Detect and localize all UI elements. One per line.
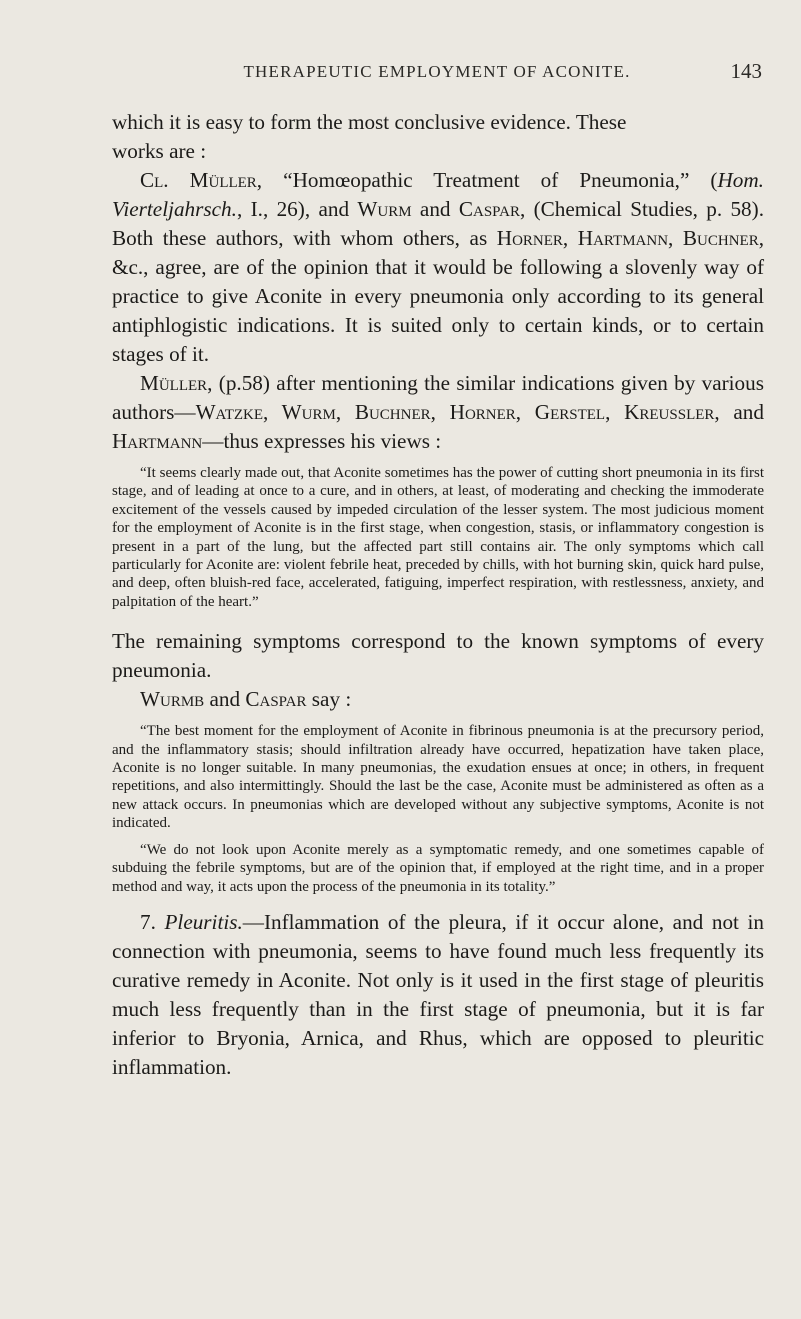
paragraph-muller-views: Müller, (p.58) after mentioning the similar indications given by various authors—Watzke, Wurm, Buchner, Horner, Gerstel, Kreussler, and Hartmann—thus expresses his views : — [112, 371, 764, 453]
paragraph-intro — [112, 108, 764, 166]
paragraph-references: Cl. Müller, “Homœopathic Treatment of Pneumonia,” (Hom. Vierteljahrsch., I., 26), and Wurm and Caspar, (Chemical Studies, p. 58). Both these authors, with whom others, as Horner, Hartmann, Buchner, &c., agree, are of the opinion that it would be following a slovenly way of practice to give Aconite in every pneumonia only according to its general antiphlogistic indications. It is suited only to certain kinds, or to certain stages of it. — [112, 168, 765, 366]
running-title: THERAPEUTIC EMPLOYMENT OF ACONITE. — [243, 62, 631, 81]
intro-line-2: works are : — [112, 139, 207, 163]
quote-wurmb-1: “The best moment for the employment of Aconite in fibrinous pneumonia is at the precursory period, and the inflammatory stasis; should infiltration already have occurred, hepatization have taken place, Aconite is no longer suitable. In many pneumonias, the exudation ensues at once; in others, in frequent repetitions, and also intermittingly. Should the last be the case, Aconite must be administered as often as a new attack occurs. In pneumonias which are developed without any subjective symptoms, Aconite is not indicated. — [112, 723, 764, 832]
author-wurmb: Wurmb — [140, 687, 205, 712]
page-number: 143 — [730, 59, 762, 83]
author-muller: Cl. Müller, — [140, 168, 263, 192]
paragraph-wurmb-caspar: Wurmb and Caspar say : — [140, 687, 352, 712]
author-caspar: Caspar, — [458, 197, 526, 221]
author-muller-2: Müller, — [140, 371, 213, 395]
author-caspar-2: Caspar — [245, 687, 307, 712]
author-wurm: Wurm — [357, 197, 412, 221]
section-heading: Pleuritis. — [164, 909, 243, 934]
journal-title: Hom. Vierteljahrsch. — [112, 168, 764, 221]
quote-wurmb-2: “We do not look upon Aconite merely as a symptomatic remedy, and one sometimes capable of subduing the febrile symptoms, but are of the opinion that, if employed at the right time, and in a proper method and way, it acts upon the process of the pneumonia in its totality.” — [112, 841, 764, 895]
section-number: 7. — [140, 909, 165, 934]
page-header — [112, 59, 762, 92]
paragraph-pleuritis: 7. Pleuritis.—Inflammation of the pleura, if it occur alone, and not in connection with pneumonia, seems to have found much less frequently its curative remedy in Aconite. Not only is it used in the first stage of pleuritis much less frequently than in the first stage of pneumonia, but it is far inferior to Bryonia, Arnica, and Rhus, which are opposed to pleuritic inflammation. — [112, 909, 765, 1079]
author-hartmann: Hartmann — [112, 429, 203, 453]
intro-line-1: which it is easy to form the most conclusive evidence. These — [112, 110, 627, 134]
author-hartmann-buchner: Hartmann, Buchner, — [568, 226, 764, 250]
quote-muller: “It seems clearly made out, that Aconite sometimes has the power of cutting short pneumonia in its first stage, and of leading at once to a cure, and in others, at least, of moderating and checking the immoderate excitement of the vessels caused by impeded circulation of the lesser system. The most judicious moment for the employment of Aconite is in the first stage, when congestion, stasis, or inflammatory congestion is present in a part of the lung, but the affected part still contains air. The only symptoms which call particularly for Aconite are: violent febrile heat, preceded by chills, with hot burning skin, quick hard pulse, and deep, often bluish-red face, accelerated, fatiguing, imperfect respiration, with restlessness, anxiety, and palpitation of the heart.” — [112, 465, 764, 610]
page-body — [112, 108, 764, 1082]
author-horner: Horner, — [496, 226, 569, 250]
authors-list: Watzke, Wurm, Buchner, Horner, Gerstel, Kreussler, — [195, 400, 720, 424]
paragraph-remaining-symptoms: The remaining symptoms correspond to the known symptoms of every pneumonia. — [112, 629, 764, 683]
